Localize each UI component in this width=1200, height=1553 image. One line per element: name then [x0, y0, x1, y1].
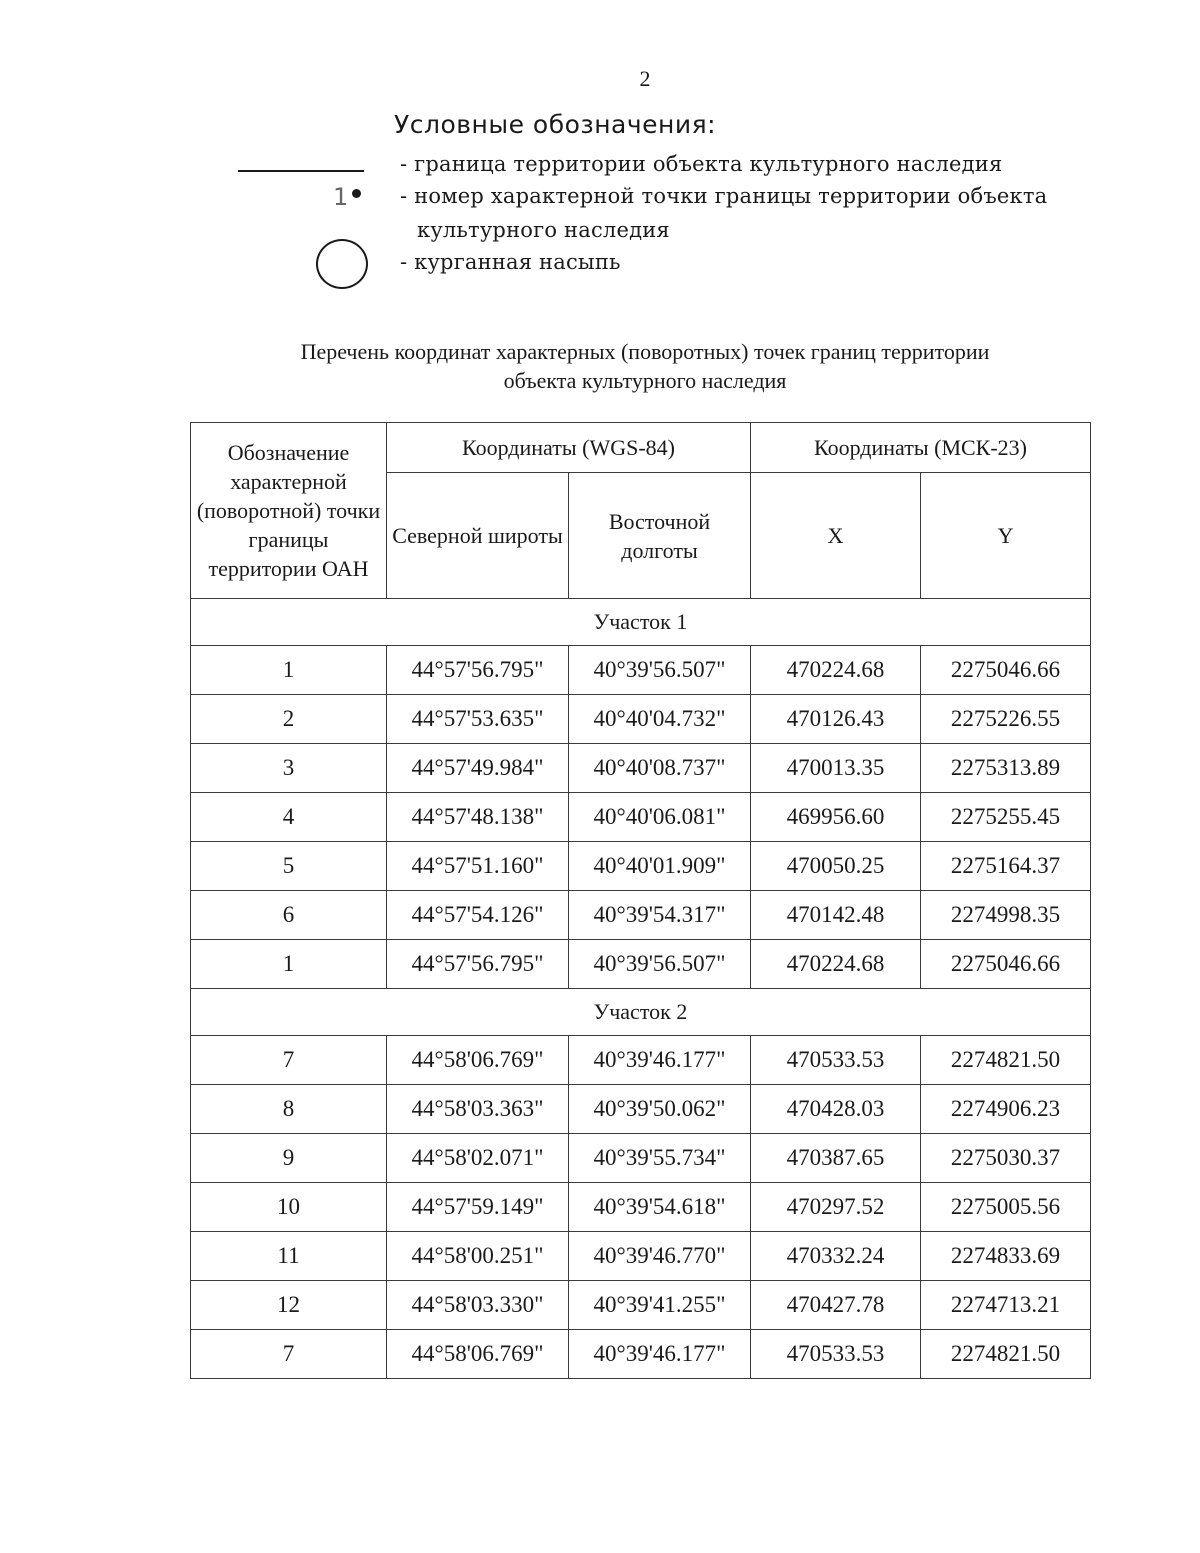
header-msk23: Координаты (МСК-23): [751, 423, 1091, 473]
table-caption: [200, 337, 1090, 395]
latitude-cell: 44°58'06.769": [387, 1036, 569, 1085]
longitude-cell: 40°39'46.177": [569, 1330, 751, 1379]
legend-item-point: - номер характерной точки границы территории объекта: [400, 184, 1048, 208]
section-row: [191, 989, 1091, 1036]
y-cell: 2274821.50: [921, 1036, 1091, 1085]
longitude-cell: 40°39'54.618": [569, 1183, 751, 1232]
point-number-cell: 9: [191, 1134, 387, 1183]
table-row: [191, 646, 1091, 695]
legend-title: Условные обозначения:: [394, 110, 717, 139]
header-y: Y: [921, 473, 1091, 599]
longitude-cell: 40°39'54.317": [569, 891, 751, 940]
point-number-cell: 4: [191, 793, 387, 842]
y-cell: 2275005.56: [921, 1183, 1091, 1232]
table-row: [191, 1183, 1091, 1232]
x-cell: 470142.48: [751, 891, 921, 940]
y-cell: 2274713.21: [921, 1281, 1091, 1330]
point-number-cell: 3: [191, 744, 387, 793]
point-dot-icon: [352, 189, 361, 198]
latitude-cell: 44°57'56.795": [387, 646, 569, 695]
legend-item-point-cont: культурного наследия: [417, 218, 670, 242]
longitude-cell: 40°39'46.770": [569, 1232, 751, 1281]
latitude-cell: 44°58'00.251": [387, 1232, 569, 1281]
point-number-cell: 1: [191, 940, 387, 989]
x-cell: 470332.24: [751, 1232, 921, 1281]
legend-item-boundary: - граница территории объекта культурного наследия: [400, 152, 1003, 176]
table-body: [191, 599, 1091, 1379]
header-x: X: [751, 473, 921, 599]
y-cell: 2275226.55: [921, 695, 1091, 744]
latitude-cell: 44°57'51.160": [387, 842, 569, 891]
latitude-cell: 44°57'54.126": [387, 891, 569, 940]
longitude-cell: 40°40'08.737": [569, 744, 751, 793]
latitude-cell: 44°57'59.149": [387, 1183, 569, 1232]
latitude-cell: 44°58'03.330": [387, 1281, 569, 1330]
longitude-cell: 40°39'46.177": [569, 1036, 751, 1085]
y-cell: 2274821.50: [921, 1330, 1091, 1379]
y-cell: 2275046.66: [921, 940, 1091, 989]
table-row: [191, 1085, 1091, 1134]
x-cell: 469956.60: [751, 793, 921, 842]
longitude-cell: 40°39'50.062": [569, 1085, 751, 1134]
longitude-cell: 40°39'55.734": [569, 1134, 751, 1183]
latitude-cell: 44°58'03.363": [387, 1085, 569, 1134]
header-latitude: Северной широты: [387, 473, 569, 599]
y-cell: 2274998.35: [921, 891, 1091, 940]
section-title: Участок 1: [191, 599, 1091, 646]
longitude-cell: 40°40'01.909": [569, 842, 751, 891]
table-row: [191, 1036, 1091, 1085]
x-cell: 470224.68: [751, 646, 921, 695]
y-cell: 2275164.37: [921, 842, 1091, 891]
x-cell: 470533.53: [751, 1330, 921, 1379]
page-number: 2: [639, 66, 651, 91]
point-number-cell: 5: [191, 842, 387, 891]
y-cell: 2275030.37: [921, 1134, 1091, 1183]
y-cell: 2274906.23: [921, 1085, 1091, 1134]
section-title: Участок 2: [191, 989, 1091, 1036]
longitude-cell: 40°39'56.507": [569, 646, 751, 695]
x-cell: 470533.53: [751, 1036, 921, 1085]
table-row: [191, 793, 1091, 842]
x-cell: 470428.03: [751, 1085, 921, 1134]
table-row: [191, 695, 1091, 744]
point-number-cell: 1: [191, 646, 387, 695]
table-row: [191, 1281, 1091, 1330]
longitude-cell: 40°40'06.081": [569, 793, 751, 842]
caption-line-2: объекта культурного наследия: [503, 368, 787, 393]
point-number-cell: 7: [191, 1036, 387, 1085]
table-row: [191, 1330, 1091, 1379]
header-wgs84: Координаты (WGS-84): [387, 423, 751, 473]
longitude-cell: 40°40'04.732": [569, 695, 751, 744]
x-cell: 470126.43: [751, 695, 921, 744]
latitude-cell: 44°57'56.795": [387, 940, 569, 989]
y-cell: 2275255.45: [921, 793, 1091, 842]
x-cell: 470387.65: [751, 1134, 921, 1183]
header-point-designation: Обозначение характерной (поворотной) точки границы территории ОАН: [191, 423, 387, 599]
coordinates-table: [190, 422, 1091, 1379]
latitude-cell: 44°57'53.635": [387, 695, 569, 744]
boundary-line-symbol: [238, 170, 364, 172]
x-cell: 470427.78: [751, 1281, 921, 1330]
legend-item-mound: - курганная насыпь: [400, 250, 621, 274]
y-cell: 2274833.69: [921, 1232, 1091, 1281]
point-number-cell: 7: [191, 1330, 387, 1379]
table-row: [191, 940, 1091, 989]
point-number-cell: 11: [191, 1232, 387, 1281]
table-row: [191, 744, 1091, 793]
latitude-cell: 44°58'02.071": [387, 1134, 569, 1183]
point-number-symbol: [333, 183, 361, 211]
table-row: [191, 891, 1091, 940]
header-longitude: Восточной долготы: [569, 473, 751, 599]
latitude-cell: 44°58'06.769": [387, 1330, 569, 1379]
longitude-cell: 40°39'56.507": [569, 940, 751, 989]
latitude-cell: 44°57'48.138": [387, 793, 569, 842]
point-number-cell: 2: [191, 695, 387, 744]
point-number-cell: 12: [191, 1281, 387, 1330]
table-row: [191, 842, 1091, 891]
point-number-cell: 10: [191, 1183, 387, 1232]
point-number-cell: 8: [191, 1085, 387, 1134]
section-row: [191, 599, 1091, 646]
caption-line-1: Перечень координат характерных (поворотных) точек границ территории: [300, 339, 990, 364]
table-row: [191, 1232, 1091, 1281]
x-cell: 470013.35: [751, 744, 921, 793]
x-cell: 470297.52: [751, 1183, 921, 1232]
mound-circle-symbol: [316, 239, 368, 289]
latitude-cell: 44°57'49.984": [387, 744, 569, 793]
x-cell: 470224.68: [751, 940, 921, 989]
point-number-cell: 6: [191, 891, 387, 940]
point-number-symbol-label: 1: [333, 183, 349, 211]
y-cell: 2275046.66: [921, 646, 1091, 695]
longitude-cell: 40°39'41.255": [569, 1281, 751, 1330]
table-row: [191, 1134, 1091, 1183]
x-cell: 470050.25: [751, 842, 921, 891]
y-cell: 2275313.89: [921, 744, 1091, 793]
